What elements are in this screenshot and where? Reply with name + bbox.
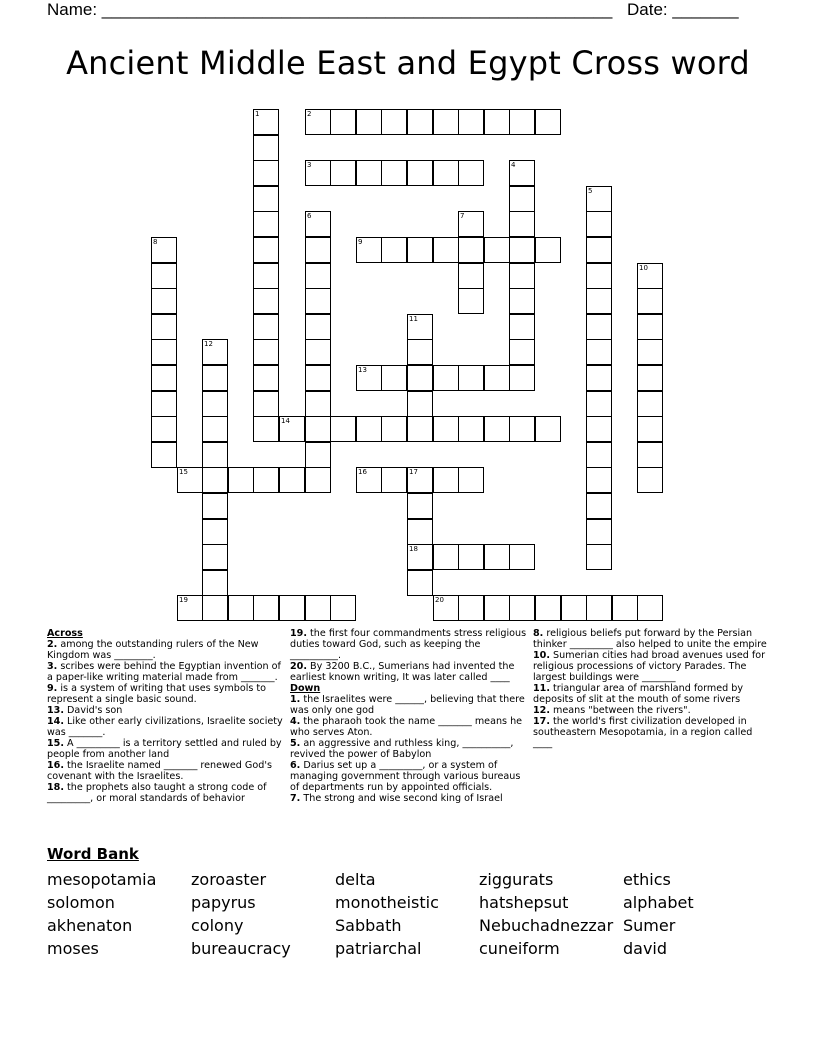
grid-cell[interactable] <box>535 416 561 442</box>
clue-item-text: A _________ is a territory settled and ruled by people from another land <box>47 738 282 760</box>
grid-cell[interactable] <box>305 339 331 365</box>
grid-cell[interactable] <box>433 416 459 442</box>
clue-item <box>290 661 530 683</box>
grid-cell[interactable] <box>637 314 663 340</box>
clue-number: 10 <box>639 264 648 272</box>
clue-number: 19 <box>179 596 188 604</box>
word-bank-item: delta <box>335 870 376 889</box>
grid-cell[interactable] <box>586 519 612 545</box>
name-field-label[interactable]: Name: ______________________________________________________ <box>47 0 613 19</box>
clue-item-number: 5. <box>290 738 301 749</box>
grid-cell[interactable] <box>509 186 535 212</box>
grid-cell[interactable] <box>253 365 279 391</box>
grid-cell[interactable] <box>484 365 510 391</box>
clue-item <box>290 716 530 738</box>
word-bank-item: patriarchal <box>335 939 422 958</box>
grid-cell[interactable] <box>305 365 331 391</box>
clue-item-text: the world's first civilization developed in southeastern Mesopotamia, in a region called ____ <box>533 716 753 749</box>
word-bank-item: hatshepsut <box>479 893 569 912</box>
grid-cell[interactable] <box>202 595 228 621</box>
clue-number: 14 <box>281 417 290 425</box>
grid-cell[interactable] <box>279 595 305 621</box>
clue-item-text: the prophets also taught a strong code of _________, or moral standards of behavior <box>47 782 267 804</box>
word-bank-item: ethics <box>623 870 671 889</box>
clue-number: 8 <box>153 238 158 246</box>
grid-cell[interactable] <box>509 544 535 570</box>
grid-cell[interactable] <box>253 416 279 442</box>
word-bank-item: akhenaton <box>47 916 133 935</box>
clue-number: 13 <box>358 366 367 374</box>
grid-cell[interactable] <box>586 493 612 519</box>
grid-cell[interactable] <box>586 237 612 263</box>
grid-cell[interactable] <box>586 467 612 493</box>
down-heading: Down <box>290 683 321 694</box>
grid-cell[interactable] <box>509 288 535 314</box>
grid-cell[interactable] <box>202 544 228 570</box>
grid-cell[interactable] <box>484 595 510 621</box>
clue-number: 9 <box>358 238 363 246</box>
grid-cell[interactable] <box>433 467 459 493</box>
grid-cell[interactable] <box>407 570 433 596</box>
grid-cell[interactable] <box>305 467 331 493</box>
grid-cell[interactable] <box>151 263 177 289</box>
word-bank-item: mesopotamia <box>47 870 157 889</box>
grid-cell[interactable] <box>586 186 612 212</box>
grid-cell[interactable] <box>228 467 254 493</box>
grid-cell[interactable] <box>330 109 356 135</box>
grid-cell[interactable] <box>253 135 279 161</box>
grid-cell[interactable] <box>381 365 407 391</box>
grid-cell[interactable] <box>586 391 612 417</box>
clue-item-text: Like other early civilizations, Israelite society was _______. <box>47 716 283 738</box>
clue-item <box>290 760 530 793</box>
grid-cell[interactable] <box>151 237 177 263</box>
grid-cell[interactable] <box>381 416 407 442</box>
clue-item <box>533 705 773 716</box>
clue-item-number: 18. <box>47 782 64 793</box>
page-title: Ancient Middle East and Egypt Cross word <box>66 44 750 82</box>
word-bank-item: alphabet <box>623 893 694 912</box>
word-bank-item: solomon <box>47 893 115 912</box>
grid-cell[interactable] <box>458 211 484 237</box>
grid-cell[interactable] <box>637 595 663 621</box>
clue-number: 11 <box>409 315 418 323</box>
word-bank <box>47 868 787 960</box>
word-bank-item: bureaucracy <box>191 939 291 958</box>
clue-number: 4 <box>511 161 516 169</box>
grid-cell[interactable] <box>202 442 228 468</box>
clue-item-text: is a system of writing that uses symbols to represent a single basic sound. <box>47 683 267 705</box>
grid-cell[interactable] <box>177 467 203 493</box>
clue-item-number: 16. <box>47 760 64 771</box>
grid-cell[interactable] <box>637 365 663 391</box>
grid-cell[interactable] <box>407 365 433 391</box>
word-bank-item: ziggurats <box>479 870 554 889</box>
grid-cell[interactable] <box>509 339 535 365</box>
grid-cell[interactable] <box>586 442 612 468</box>
grid-cell[interactable] <box>407 237 433 263</box>
grid-cell[interactable] <box>151 339 177 365</box>
word-bank-item: Sumer <box>623 916 676 935</box>
clue-item-number: 15. <box>47 738 64 749</box>
grid-cell[interactable] <box>305 595 331 621</box>
grid-cell[interactable] <box>458 109 484 135</box>
clue-item-text: the Israelite named _______ renewed God's covenant with the Israelites. <box>47 760 272 782</box>
grid-cell[interactable] <box>407 493 433 519</box>
grid-cell[interactable] <box>407 519 433 545</box>
clue-item-text: Sumerian cities had broad avenues used for religious processions of victory Parades. The largest buildings were _______ <box>533 650 766 683</box>
grid-cell[interactable] <box>586 595 612 621</box>
word-bank-item: Sabbath <box>335 916 402 935</box>
grid-cell[interactable] <box>458 237 484 263</box>
across-heading: Across <box>47 628 83 639</box>
grid-cell[interactable] <box>458 263 484 289</box>
clue-item-text: The strong and wise second king of Israel <box>300 793 503 804</box>
clue-item <box>47 738 287 760</box>
grid-cell[interactable] <box>407 160 433 186</box>
clue-item-number: 13. <box>47 705 64 716</box>
grid-cell[interactable] <box>586 365 612 391</box>
grid-cell[interactable] <box>305 263 331 289</box>
grid-cell[interactable] <box>253 288 279 314</box>
grid-cell[interactable] <box>407 109 433 135</box>
clue-number: 2 <box>307 110 312 118</box>
clue-item-text: among the outstanding rulers of the New Kingdom was ________. <box>47 639 259 661</box>
grid-cell[interactable] <box>253 263 279 289</box>
word-bank-item: monotheistic <box>335 893 439 912</box>
grid-cell[interactable] <box>637 288 663 314</box>
grid-cell[interactable] <box>253 391 279 417</box>
clue-item-number: 14. <box>47 716 64 727</box>
clue-item <box>47 661 287 683</box>
grid-cell[interactable] <box>407 314 433 340</box>
clue-item <box>533 716 773 749</box>
grid-cell[interactable] <box>356 416 382 442</box>
clue-number: 20 <box>435 596 444 604</box>
grid-cell[interactable] <box>305 211 331 237</box>
clue-item-text: Darius set up a _________, or a system of managing government through various bureaus of departments run by appointed officials. <box>290 760 521 793</box>
clues-column-3 <box>533 628 773 749</box>
grid-cell[interactable] <box>637 442 663 468</box>
clue-item-number: 19. <box>290 628 307 639</box>
grid-cell[interactable] <box>433 595 459 621</box>
grid-cell[interactable] <box>253 160 279 186</box>
grid-cell[interactable] <box>433 109 459 135</box>
grid-cell[interactable] <box>330 416 356 442</box>
grid-cell[interactable] <box>433 237 459 263</box>
clue-item <box>47 782 287 804</box>
grid-cell[interactable] <box>407 391 433 417</box>
grid-cell[interactable] <box>381 467 407 493</box>
grid-cell[interactable] <box>253 237 279 263</box>
grid-cell[interactable] <box>202 365 228 391</box>
clue-item-number: 12. <box>533 705 550 716</box>
grid-cell[interactable] <box>253 595 279 621</box>
grid-cell[interactable] <box>330 160 356 186</box>
grid-cell[interactable] <box>407 416 433 442</box>
clue-item <box>290 738 530 760</box>
clue-number: 12 <box>204 340 213 348</box>
clue-item-text: the Israelites were ______, believing that there was only one god <box>290 694 525 716</box>
grid-cell[interactable] <box>458 467 484 493</box>
grid-cell[interactable] <box>356 365 382 391</box>
clue-number: 3 <box>307 161 312 169</box>
clue-item-number: 4. <box>290 716 301 727</box>
clue-item-number: 20. <box>290 661 307 672</box>
clue-number: 16 <box>358 468 367 476</box>
grid-cell[interactable] <box>458 288 484 314</box>
word-bank-item: moses <box>47 939 99 958</box>
grid-cell[interactable] <box>253 467 279 493</box>
clue-item-number: 2. <box>47 639 58 650</box>
word-bank-item: cuneiform <box>479 939 560 958</box>
clues-column-2 <box>290 628 530 804</box>
clue-item <box>533 650 773 683</box>
grid-cell[interactable] <box>202 467 228 493</box>
clue-item-number: 1. <box>290 694 301 705</box>
clue-number: 18 <box>409 545 418 553</box>
grid-cell[interactable] <box>305 109 331 135</box>
grid-cell[interactable] <box>509 109 535 135</box>
grid-cell[interactable] <box>177 595 203 621</box>
grid-cell[interactable] <box>458 365 484 391</box>
grid-cell[interactable] <box>535 237 561 263</box>
grid-cell[interactable] <box>330 595 356 621</box>
clue-item-text: an aggressive and ruthless king, __________, revived the power of Babylon <box>290 738 514 760</box>
grid-cell[interactable] <box>407 467 433 493</box>
grid-cell[interactable] <box>305 416 331 442</box>
grid-cell[interactable] <box>356 467 382 493</box>
word-bank-item: zoroaster <box>191 870 267 889</box>
clue-item-text: scribes were behind the Egyptian invention of a paper-like writing material made from _______. <box>47 661 281 683</box>
grid-cell[interactable] <box>253 109 279 135</box>
grid-cell[interactable] <box>202 416 228 442</box>
clue-item <box>47 705 287 716</box>
clue-item-text: the first four commandments stress religious duties toward God, such as keeping the __________. <box>290 628 527 661</box>
grid-cell[interactable] <box>407 544 433 570</box>
grid-cell[interactable] <box>305 391 331 417</box>
grid-cell[interactable] <box>484 416 510 442</box>
clue-number: 6 <box>307 212 312 220</box>
clue-item <box>47 639 287 661</box>
clue-item-number: 11. <box>533 683 550 694</box>
clue-number: 1 <box>255 110 260 118</box>
grid-cell[interactable] <box>458 416 484 442</box>
grid-cell[interactable] <box>305 314 331 340</box>
grid-cell[interactable] <box>151 288 177 314</box>
clue-item-text: By 3200 B.C., Sumerians had invented the earliest known writing, It was later called ____ <box>290 661 515 683</box>
grid-cell[interactable] <box>253 186 279 212</box>
grid-cell[interactable] <box>381 237 407 263</box>
grid-cell[interactable] <box>509 365 535 391</box>
grid-cell[interactable] <box>151 391 177 417</box>
grid-cell[interactable] <box>356 160 382 186</box>
grid-cell[interactable] <box>586 339 612 365</box>
grid-cell[interactable] <box>509 314 535 340</box>
clue-item-number: 17. <box>533 716 550 727</box>
grid-cell[interactable] <box>305 160 331 186</box>
clue-item <box>290 628 530 661</box>
grid-cell[interactable] <box>586 288 612 314</box>
grid-cell[interactable] <box>509 211 535 237</box>
clue-item <box>533 683 773 705</box>
grid-cell[interactable] <box>356 237 382 263</box>
word-bank-title: Word Bank <box>47 845 139 863</box>
grid-cell[interactable] <box>202 339 228 365</box>
grid-cell[interactable] <box>586 416 612 442</box>
grid-cell[interactable] <box>509 160 535 186</box>
grid-cell[interactable] <box>586 314 612 340</box>
grid-cell[interactable] <box>253 211 279 237</box>
grid-cell[interactable] <box>509 416 535 442</box>
grid-cell[interactable] <box>586 544 612 570</box>
clue-item-text: triangular area of marshland formed by deposits of slit at the mouth of some rivers <box>533 683 744 705</box>
grid-cell[interactable] <box>253 314 279 340</box>
grid-cell[interactable] <box>637 416 663 442</box>
grid-cell[interactable] <box>381 109 407 135</box>
grid-cell[interactable] <box>151 365 177 391</box>
grid-cell[interactable] <box>637 467 663 493</box>
grid-cell[interactable] <box>458 544 484 570</box>
grid-cell[interactable] <box>253 339 279 365</box>
grid-cell[interactable] <box>484 237 510 263</box>
clue-item-number: 8. <box>533 628 544 639</box>
grid-cell[interactable] <box>561 595 587 621</box>
grid-cell[interactable] <box>433 160 459 186</box>
grid-cell[interactable] <box>484 109 510 135</box>
grid-cell[interactable] <box>509 237 535 263</box>
grid-cell[interactable] <box>433 544 459 570</box>
clue-item <box>290 694 530 716</box>
grid-cell[interactable] <box>151 416 177 442</box>
clues-column-1 <box>47 628 287 804</box>
grid-cell[interactable] <box>509 595 535 621</box>
grid-cell[interactable] <box>586 263 612 289</box>
clue-number: 5 <box>588 187 593 195</box>
grid-cell[interactable] <box>202 493 228 519</box>
grid-cell[interactable] <box>151 314 177 340</box>
grid-cell[interactable] <box>305 442 331 468</box>
clue-item <box>533 628 773 650</box>
grid-cell[interactable] <box>637 263 663 289</box>
clue-item-number: 3. <box>47 661 58 672</box>
grid-cell[interactable] <box>202 519 228 545</box>
grid-cell[interactable] <box>509 263 535 289</box>
grid-cell[interactable] <box>458 595 484 621</box>
word-bank-item: colony <box>191 916 244 935</box>
date-field-label[interactable]: Date: _______ <box>627 0 739 19</box>
grid-cell[interactable] <box>535 595 561 621</box>
grid-cell[interactable] <box>407 339 433 365</box>
clue-item <box>47 716 287 738</box>
grid-cell[interactable] <box>458 160 484 186</box>
grid-cell[interactable] <box>637 391 663 417</box>
word-bank-item: Nebuchadnezzar <box>479 916 614 935</box>
clue-item-text: David's son <box>64 705 123 716</box>
clue-item-text: religious beliefs put forward by the Persian thinker _________ also helped to unite the empire <box>533 628 767 650</box>
grid-cell[interactable] <box>433 365 459 391</box>
clue-item-number: 9. <box>47 683 58 694</box>
grid-cell[interactable] <box>305 288 331 314</box>
grid-cell[interactable] <box>612 595 638 621</box>
clue-item <box>47 760 287 782</box>
grid-cell[interactable] <box>535 109 561 135</box>
grid-cell[interactable] <box>586 211 612 237</box>
clue-item-number: 10. <box>533 650 550 661</box>
word-bank-item: papyrus <box>191 893 256 912</box>
grid-cell[interactable] <box>279 467 305 493</box>
grid-cell[interactable] <box>202 391 228 417</box>
grid-cell[interactable] <box>356 109 382 135</box>
grid-cell[interactable] <box>637 339 663 365</box>
grid-cell[interactable] <box>279 416 305 442</box>
grid-cell[interactable] <box>202 570 228 596</box>
word-bank-item: david <box>623 939 668 958</box>
grid-cell[interactable] <box>484 544 510 570</box>
clue-item-text: means "between the rivers". <box>550 705 691 716</box>
clue-item-number: 6. <box>290 760 301 771</box>
clue-item <box>290 793 530 804</box>
grid-cell[interactable] <box>305 237 331 263</box>
grid-cell[interactable] <box>151 442 177 468</box>
clue-number: 15 <box>179 468 188 476</box>
clue-item-text: the pharaoh took the name _______ means he who serves Aton. <box>290 716 523 738</box>
clue-number: 7 <box>460 212 465 220</box>
grid-cell[interactable] <box>228 595 254 621</box>
clue-item-number: 7. <box>290 793 301 804</box>
grid-cell[interactable] <box>381 160 407 186</box>
clue-item <box>47 683 287 705</box>
clue-number: 17 <box>409 468 418 476</box>
